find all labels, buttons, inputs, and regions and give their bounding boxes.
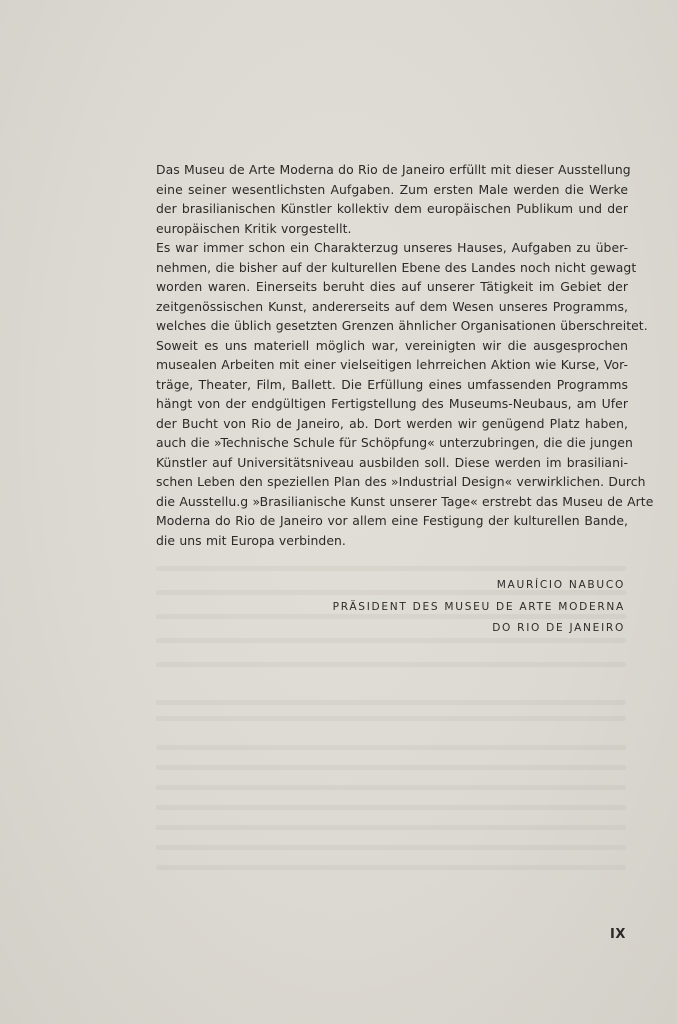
body-line: Soweit es uns materiell möglich war, vereinigten wir die ausgesprochen [156,337,628,353]
body-line: schen Leben den speziellen Plan des »Industrial Design« verwirklichen. Durch [156,474,646,489]
bleed-through-stroke [156,825,626,830]
bleed-through-stroke [156,765,626,770]
bleed-through-stroke [156,785,626,790]
body-line: hängt von der endgültigen Fertigstellung des Museums-Neubaus, am Ufer [156,396,628,411]
signature-block [333,575,625,640]
body-line: nehmen, die bisher auf der kulturellen Ebene des Landes noch nicht gewagt [156,259,637,275]
body-text [156,160,654,550]
body-line: die uns mit Europa verbinden. [156,532,346,548]
bleed-through-stroke [156,865,626,870]
body-line: Künstler auf Universitätsniveau ausbilden soll. Diese werden im brasiliani- [156,454,628,470]
body-line: der brasilianischen Künstler kollektiv dem europäischen Publikum und der [156,201,628,216]
bleed-through-stroke [156,662,626,667]
signature-title-line-2: DO RIO DE JANEIRO [492,622,625,634]
bleed-through-stroke [156,700,626,705]
bleed-through-stroke [156,716,626,721]
body-line: eine seiner wesentlichsten Aufgaben. Zum ersten Male werden die Werke [156,181,628,197]
body-line: Moderna do Rio de Janeiro vor allem eine Festigung der kulturellen Bande, [156,513,628,528]
body-line: träge, Theater, Film, Ballett. Die Erfüllung eines umfassenden Programms [156,376,628,392]
body-line: musealen Arbeiten mit einer vielseitigen lehrreichen Aktion wie Kurse, Vor- [156,357,628,372]
signature-name: MAURÍCIO NABUCO [496,579,625,591]
bleed-through-stroke [156,745,626,750]
body-line: welches die üblich gesetzten Grenzen ähnlicher Organisationen überschreitet. [156,318,648,333]
signature-title-line-1: PRÄSIDENT DES MUSEU DE ARTE MODERNA [332,600,625,613]
body-line: europäischen Kritik vorgestellt. [156,220,352,236]
bleed-through-stroke [156,845,626,850]
body-line: Es war immer schon ein Charakterzug unseres Hauses, Aufgaben zu über- [156,240,628,255]
body-line: Das Museu de Arte Moderna do Rio de Janeiro erfüllt mit dieser Ausstellung [156,162,631,177]
body-line: der Bucht von Rio de Janeiro, ab. Dort werden wir genügend Platz haben, [156,415,628,431]
body-line: auch die »Technische Schule für Schöpfung« unterzubringen, die die jungen [156,435,633,450]
bleed-through-stroke [156,805,626,810]
body-line: die Ausstellu.g »Brasilianische Kunst unserer Tage« erstrebt das Museu de Arte [156,493,654,509]
body-line: zeitgenössischen Kunst, andererseits auf dem Wesen unseres Programms, [156,298,628,314]
page-number: IX [610,927,626,942]
body-line: worden waren. Einerseits beruht dies auf unserer Tätigkeit im Gebiet der [156,279,628,294]
bleed-through-stroke [156,566,626,571]
